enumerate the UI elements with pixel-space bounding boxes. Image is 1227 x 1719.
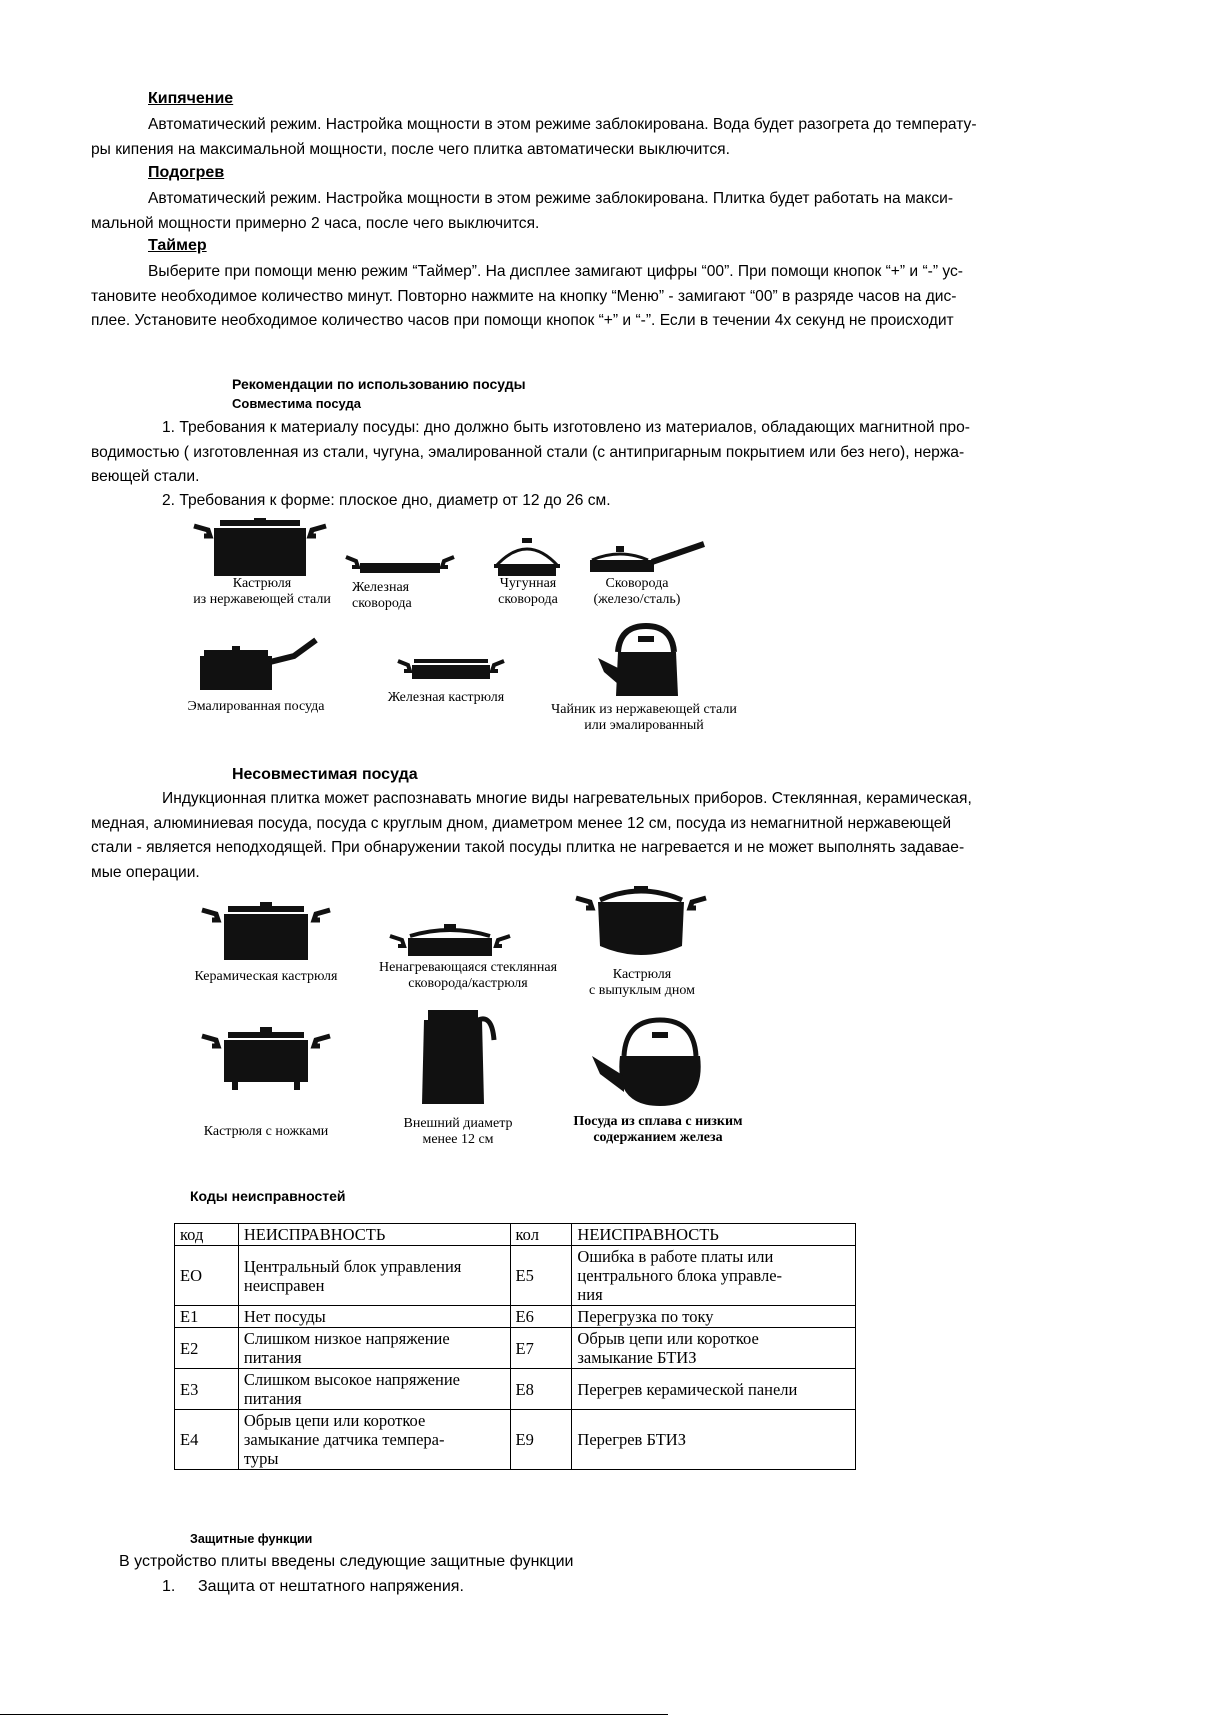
boil-text bbox=[91, 113, 1131, 162]
caption-small-diameter bbox=[378, 1116, 538, 1148]
caption-enamel: Эмалированная посуда bbox=[187, 699, 325, 714]
iron-casserole-icon bbox=[396, 657, 506, 681]
incompat-line-3: стали - является неподходящей. При обнаружении такой посуды плитка не нагревается и не может выполнять задавае- bbox=[91, 839, 965, 856]
stainless-pot-icon bbox=[190, 518, 330, 578]
caption-line: содержанием железа bbox=[593, 1130, 723, 1145]
cookware-title: Рекомендации по использованию посуды bbox=[232, 376, 526, 392]
timer-line-2: тановите необходимое количество минут. Повторно нажмите на кнопку “Меню” - замигают “00” в разряде часов на дис- bbox=[91, 287, 957, 305]
caption-line: Внешний диаметр bbox=[403, 1116, 513, 1131]
description-line: замыкание датчика темпера- bbox=[243, 1430, 445, 1449]
alloy-teapot-icon bbox=[590, 1016, 708, 1108]
table-row bbox=[175, 1369, 856, 1410]
caption-line: Чугунная bbox=[499, 576, 557, 591]
table-row bbox=[175, 1306, 856, 1328]
description-line: питания bbox=[243, 1389, 302, 1408]
boil-heading: Кипячение bbox=[148, 90, 234, 107]
caption-line: Посуда из сплава с низким bbox=[573, 1114, 743, 1129]
cast-iron-pan-icon bbox=[490, 536, 564, 578]
description-line: Слишком низкое напряжение bbox=[243, 1329, 450, 1348]
fault-description bbox=[238, 1328, 510, 1369]
description-line: туры bbox=[243, 1449, 279, 1468]
incompatible-title: Несовместимая посуда bbox=[232, 766, 418, 783]
faults-title: Коды неисправностей bbox=[190, 1188, 346, 1204]
table-header-row bbox=[175, 1224, 856, 1246]
incompat-line-1: Индукционная плитка может распознавать многие виды нагревательных приборов. Стеклянная, керамическая, bbox=[162, 790, 972, 807]
description-line: Обрыв цепи или короткое bbox=[243, 1411, 426, 1430]
description-line: Обрыв цепи или короткое bbox=[577, 1329, 759, 1348]
description-line: Слишком высокое напряжение bbox=[243, 1370, 460, 1389]
table-row bbox=[175, 1410, 856, 1470]
header-code: код bbox=[175, 1224, 239, 1246]
glass-pan-icon bbox=[388, 924, 512, 958]
description-line: замыкание БТИЗ bbox=[577, 1348, 697, 1367]
timer-text bbox=[91, 260, 1131, 334]
fault-description: Перегрев БТИЗ bbox=[572, 1410, 856, 1470]
req1-line-3: веющей стали. bbox=[91, 468, 200, 485]
fault-code: E7 bbox=[510, 1328, 572, 1369]
fault-code: EO bbox=[175, 1246, 239, 1306]
fault-code: E4 bbox=[175, 1410, 239, 1470]
fault-description bbox=[238, 1246, 510, 1306]
caption-line: Сковорода bbox=[605, 576, 669, 591]
footer-divider bbox=[0, 1714, 668, 1715]
fault-description bbox=[238, 1369, 510, 1410]
incompat-line-2: медная, алюминиевая посуда, посуда с круглым дном, диаметром менее 12 см, посуда из немагнитной нержавеющей bbox=[91, 814, 952, 832]
description-line: Ошибка в работе платы или bbox=[577, 1247, 774, 1266]
caption-kettle bbox=[532, 702, 756, 734]
fault-code: E2 bbox=[175, 1328, 239, 1369]
description-line: питания bbox=[243, 1348, 302, 1367]
ceramic-pot-icon bbox=[200, 902, 332, 962]
boil-line-2: ры кипения на максимальной мощности, после чего плитка автоматически выключится. bbox=[91, 140, 730, 158]
description-line: ния bbox=[577, 1285, 603, 1304]
fault-code: E3 bbox=[175, 1369, 239, 1410]
caption-stainless-pot bbox=[182, 576, 342, 608]
caption-convex-pot bbox=[570, 967, 714, 999]
fault-description: Перегрев керамической панели bbox=[572, 1369, 856, 1410]
timer-line-3: плее. Установите необходимое количество часов при помощи кнопок “+” и “-”. Если в течении 4х секунд не происходит bbox=[91, 312, 954, 329]
convex-bottom-pot-icon bbox=[574, 882, 708, 962]
caption-line: Кастрюля bbox=[232, 576, 292, 591]
caption-iron-casserole: Железная кастрюля bbox=[387, 690, 505, 705]
protection-title: Защитные функции bbox=[190, 1532, 313, 1546]
protection-item-number: 1. bbox=[162, 1578, 176, 1595]
caption-line: (железо/сталь) bbox=[593, 592, 681, 607]
enamel-saucepan-icon bbox=[196, 634, 326, 692]
warm-line-1: Автоматический режим. Настройка мощности в этом режиме заблокирована. Плитка будет работать на макси- bbox=[148, 190, 954, 207]
warm-heading: Подогрев bbox=[148, 164, 225, 181]
caption-line: сковорода bbox=[352, 596, 412, 611]
description-line: центрального блока управле- bbox=[577, 1266, 783, 1285]
protection-intro: В устройство плиты введены следующие защитные функции bbox=[119, 1553, 574, 1570]
req1-line-1: 1. Требования к материалу посуды: дно должно быть изготовлено из материалов, обладающих магнитной про- bbox=[162, 419, 970, 436]
header-fault: НЕИСПРАВНОСТЬ bbox=[238, 1224, 510, 1246]
warm-text bbox=[91, 187, 1131, 236]
timer-line-1: Выберите при помощи меню режим “Таймер”. На дисплее замигают цифры “00”. При помощи кнопок “+” и “-” ус- bbox=[148, 263, 964, 280]
incompat-line-4: мые операции. bbox=[91, 863, 200, 881]
warm-line-2: мальной мощности примерно 2 часа, после чего выключится. bbox=[91, 214, 540, 232]
caption-line: сковорода/кастрюля bbox=[408, 976, 528, 991]
caption-line: с выпуклым дном bbox=[589, 983, 695, 998]
fault-description bbox=[572, 1246, 856, 1306]
fault-description bbox=[572, 1328, 856, 1369]
caption-line: Железная bbox=[352, 580, 410, 595]
table-row bbox=[175, 1246, 856, 1306]
description-line: Центральный блок управления bbox=[243, 1256, 462, 1276]
caption-iron-pan bbox=[352, 580, 436, 612]
caption-line: или эмалированный bbox=[584, 718, 704, 733]
fault-code: E6 bbox=[510, 1306, 572, 1328]
caption-alloy bbox=[548, 1114, 768, 1146]
boil-line-1: Автоматический режим. Настройка мощности в этом режиме заблокирована. Вода будет разогрета до температу- bbox=[148, 116, 977, 133]
fault-description: Перегрузка по току bbox=[572, 1306, 856, 1328]
description-line: неисправен bbox=[243, 1275, 325, 1295]
fault-description bbox=[238, 1410, 510, 1470]
caption-line: менее 12 см bbox=[422, 1132, 494, 1147]
caption-line: сковорода bbox=[498, 592, 558, 607]
header-fault-2: НЕИСПРАВНОСТЬ bbox=[572, 1224, 856, 1246]
fault-description: Нет посуды bbox=[238, 1306, 510, 1328]
kettle-icon bbox=[594, 622, 690, 698]
compatible-title: Совместима посуда bbox=[232, 396, 361, 411]
iron-pan-icon bbox=[344, 553, 456, 577]
caption-glass-pan bbox=[358, 960, 578, 992]
fault-code: E8 bbox=[510, 1369, 572, 1410]
timer-heading: Таймер bbox=[148, 237, 207, 254]
caption-line: из нержавеющей стали bbox=[193, 592, 331, 607]
frying-pan-icon bbox=[586, 540, 710, 576]
caption-line: Ненагревающаяся стеклянная bbox=[378, 960, 558, 975]
caption-line: Чайник из нержавеющей стали bbox=[551, 702, 737, 717]
caption-frying-pan bbox=[582, 576, 692, 608]
legged-pot-icon bbox=[200, 1024, 332, 1092]
table-row bbox=[175, 1328, 856, 1369]
fault-code: E1 bbox=[175, 1306, 239, 1328]
incompatible-text bbox=[91, 787, 1131, 885]
req1-text bbox=[91, 416, 1131, 490]
fault-code: E9 bbox=[510, 1410, 572, 1470]
caption-line: Кастрюля bbox=[612, 967, 672, 982]
protection-item-1: Защита от нештатного напряжения. bbox=[198, 1578, 464, 1595]
header-code-2: кол bbox=[510, 1224, 572, 1246]
req1-line-2: водимостью ( изготовленная из стали, чугуна, эмалированной стали (с антипригарным покрытием или без него), нержа- bbox=[91, 443, 965, 461]
caption-legged-pot: Кастрюля с ножками bbox=[203, 1124, 329, 1139]
small-kettle-icon bbox=[420, 1004, 502, 1104]
req2-text: 2. Требования к форме: плоское дно, диаметр от 12 до 26 см. bbox=[162, 492, 611, 509]
fault-code: E5 bbox=[510, 1246, 572, 1306]
caption-ceramic-pot: Керамическая кастрюля bbox=[194, 969, 338, 984]
fault-codes-table bbox=[174, 1223, 856, 1470]
caption-cast-iron-pan bbox=[486, 576, 570, 608]
